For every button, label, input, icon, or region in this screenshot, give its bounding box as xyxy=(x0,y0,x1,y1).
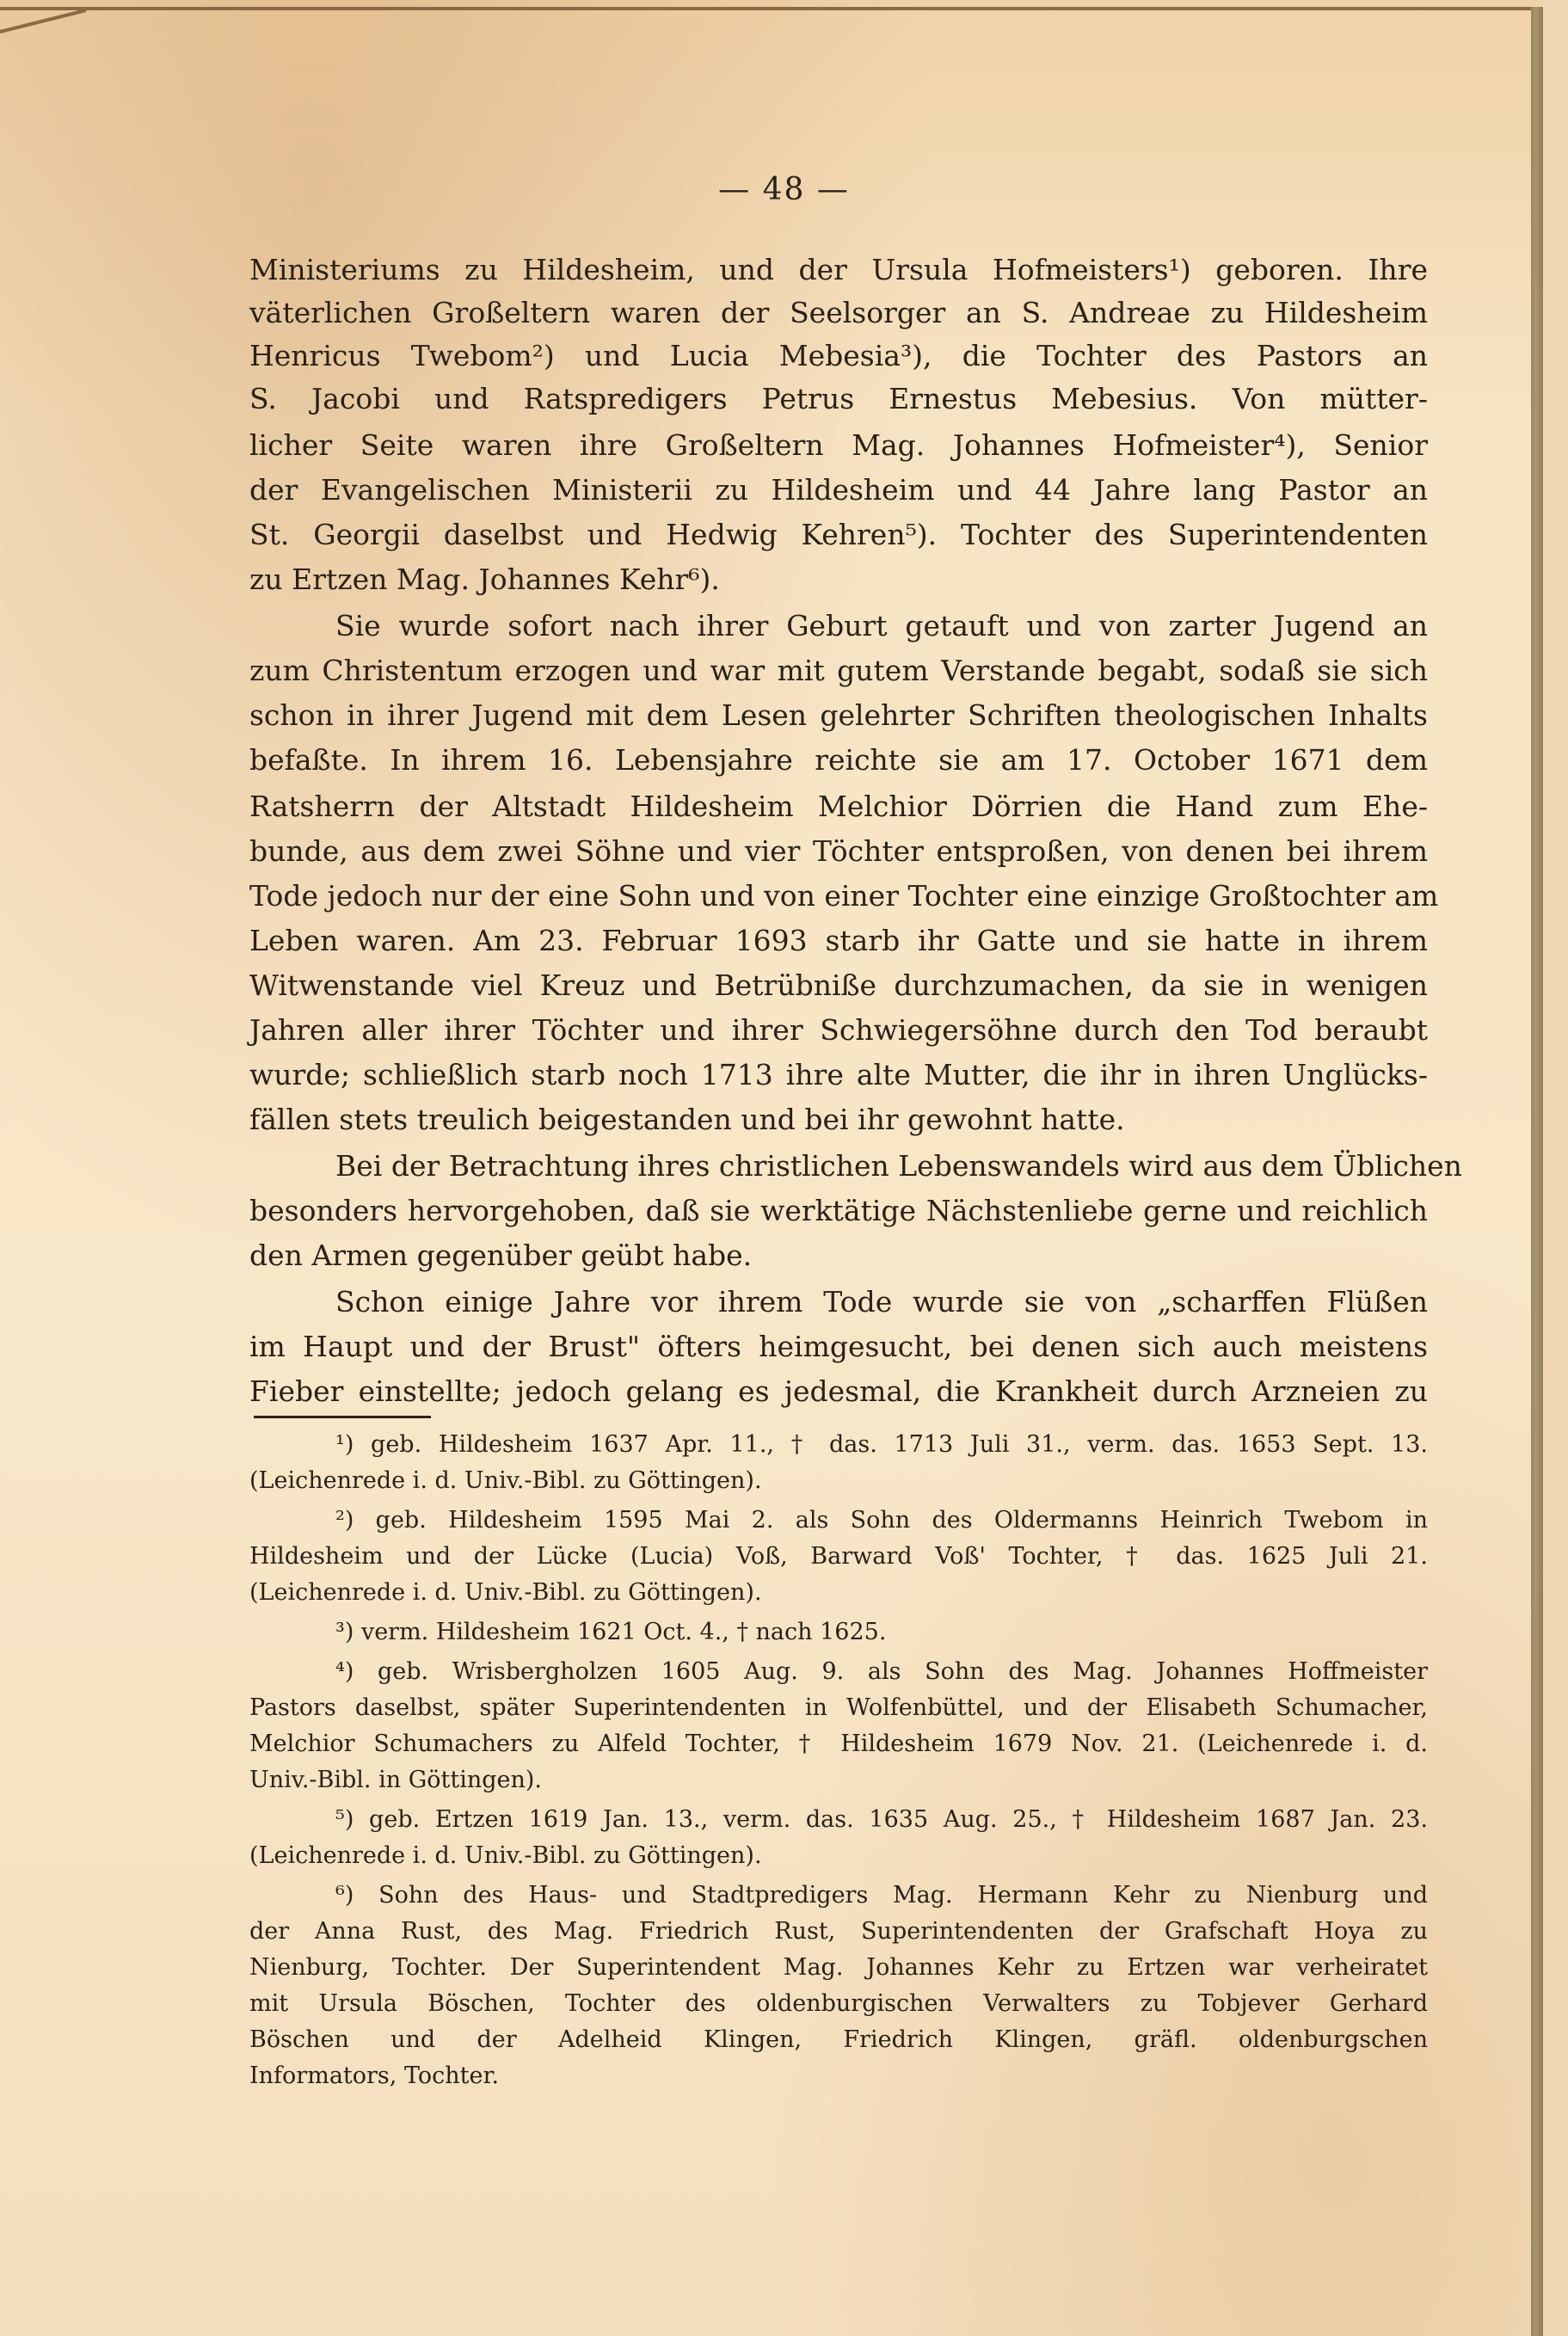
paragraph-start: Sie wurde sofort nach ihrer Geburt getauft und von zarter Jugend an xyxy=(335,609,1428,642)
footnote-line: Hildesheim und der Lücke (Lucia) Voß, Barward Voß' Tochter, † das. 1625 Juli 21. xyxy=(249,1543,1428,1570)
body-line: väterlichen Großeltern waren der Seelsorger an S. Andreae zu Hildesheim xyxy=(249,296,1428,329)
body-line: befaßte. In ihrem 16. Lebensjahre reichte sie am 17. October 1671 dem xyxy=(249,743,1428,777)
body-line: Jahren aller ihrer Töchter und ihrer Schwiegersöhne durch den Tod beraubt xyxy=(249,1013,1428,1047)
body-line: licher Seite waren ihre Großeltern Mag. Johannes Hofmeister⁴), Senior xyxy=(249,428,1428,462)
footnote-1: ¹) geb. Hildesheim 1637 Apr. 11., † das. 1713 Juli 31., verm. das. 1653 Sept. 13. xyxy=(335,1431,1428,1458)
body-line: der Evangelischen Ministerii zu Hildesheim und 44 Jahre lang Pastor an xyxy=(249,473,1428,507)
body-line: bunde, aus dem zwei Söhne und vier Töchter entsproßen, von denen bei ihrem xyxy=(249,834,1428,868)
page-corner-fold xyxy=(0,9,86,34)
footnote-5: ⁵) geb. Ertzen 1619 Jan. 13., verm. das. 1635 Aug. 25., † Hildesheim 1687 Jan. 23. xyxy=(335,1806,1428,1833)
body-line: St. Georgii daselbst und Hedwig Kehren⁵). Tochter des Superintendenten xyxy=(249,518,1428,551)
body-line: Fieber einstellte; jedoch gelang es jedesmal, die Krankheit durch Arzneien zu xyxy=(249,1374,1428,1408)
footnote-line: (Leichenrede i. d. Univ.-Bibl. zu Göttingen). xyxy=(249,1579,762,1606)
body-line: wurde; schließlich starb noch 1713 ihre alte Mutter, die ihr in ihren Unglücks- xyxy=(249,1058,1428,1091)
footnote-line: der Anna Rust, des Mag. Friedrich Rust, Superintendenten der Grafschaft Hoya zu xyxy=(249,1918,1428,1945)
footnote-line: Informators, Tochter. xyxy=(249,2062,499,2089)
body-line: besonders hervorgehoben, daß sie werktätige Nächstenliebe gerne und reichlich xyxy=(249,1194,1428,1227)
body-line: schon in ihrer Jugend mit dem Lesen gelehrter Schriften theologischen Inhalts xyxy=(249,698,1428,732)
footnote-line: Böschen und der Adelheid Klingen, Friedrich Klingen, gräfl. oldenburgschen xyxy=(249,2026,1428,2053)
body-line: zum Christentum erzogen und war mit gutem Verstande begabt, sodaß sie sich xyxy=(249,654,1428,687)
body-line: Henricus Twebom²) und Lucia Mebesia³), die Tochter des Pastors an xyxy=(249,339,1428,372)
book-binding-edge xyxy=(1531,7,1543,2336)
footnote-line: Univ.-Bibl. in Göttingen). xyxy=(249,1767,543,1793)
body-line: im Haupt und der Brust" öfters heimgesucht, bei denen sich auch meistens xyxy=(249,1330,1428,1363)
body-line: fällen stets treulich beigestanden und bei ihr gewohnt hatte. xyxy=(249,1103,1125,1136)
body-line: Leben waren. Am 23. Februar 1693 starb ihr Gatte und sie hatte in ihrem xyxy=(249,924,1428,957)
body-line: Ratsherrn der Altstadt Hildesheim Melchior Dörrien die Hand zum Ehe- xyxy=(249,790,1428,823)
footnote-line: Melchior Schumachers zu Alfeld Tochter, † Hildesheim 1679 Nov. 21. (Leichenrede i. d. xyxy=(249,1730,1428,1757)
body-line: zu Ertzen Mag. Johannes Kehr⁶). xyxy=(249,562,720,596)
footnote-line: (Leichenrede i. d. Univ.-Bibl. zu Göttingen). xyxy=(249,1467,762,1494)
footnote-line: Nienburg, Tochter. Der Superintendent Mag. Johannes Kehr zu Ertzen war verheiratet xyxy=(249,1954,1428,1981)
footnote-line: mit Ursula Böschen, Tochter des oldenburgischen Verwalters zu Tobjever Gerhard xyxy=(249,1990,1428,2017)
page-top-edge xyxy=(0,7,1531,10)
footnote-4: ⁴) geb. Wrisbergholzen 1605 Aug. 9. als Sohn des Mag. Johannes Hoffmeister xyxy=(335,1658,1428,1685)
body-line: Tode jedoch nur der eine Sohn und von einer Tochter eine einzige Großtochter am xyxy=(249,879,1439,913)
paragraph-start: Bei der Betrachtung ihres christlichen Lebenswandels wird aus dem Üblichen xyxy=(335,1149,1462,1183)
footnote-3: ³) verm. Hildesheim 1621 Oct. 4., † nach 1625. xyxy=(335,1619,887,1645)
footnote-6: ⁶) Sohn des Haus- und Stadtpredigers Mag. Hermann Kehr zu Nienburg und xyxy=(335,1882,1428,1909)
body-line: Witwenstande viel Kreuz und Betrübniße durchzumachen, da sie in wenigen xyxy=(249,968,1428,1002)
body-line: S. Jacobi und Ratspredigers Petrus Ernestus Mebesius. Von mütter- xyxy=(249,382,1428,415)
paragraph-start: Schon einige Jahre vor ihrem Tode wurde sie von „scharffen Flüßen xyxy=(335,1285,1428,1319)
body-line: den Armen gegenüber geübt habe. xyxy=(249,1239,753,1272)
footnote-line: (Leichenrede i. d. Univ.-Bibl. zu Göttingen). xyxy=(249,1842,762,1869)
page-number: — 48 — xyxy=(718,172,850,207)
body-line: Ministeriums zu Hildesheim, und der Ursula Hofmeisters¹) geboren. Ihre xyxy=(249,253,1428,286)
adjacent-page-edge xyxy=(1543,0,1568,2336)
footnote-2: ²) geb. Hildesheim 1595 Mai 2. als Sohn des Oldermanns Heinrich Twebom in xyxy=(335,1507,1428,1534)
footnote-line: Pastors daselbst, später Superintendenten in Wolfenbüttel, und der Elisabeth Schumacher, xyxy=(249,1694,1428,1721)
footnote-separator xyxy=(254,1416,431,1418)
